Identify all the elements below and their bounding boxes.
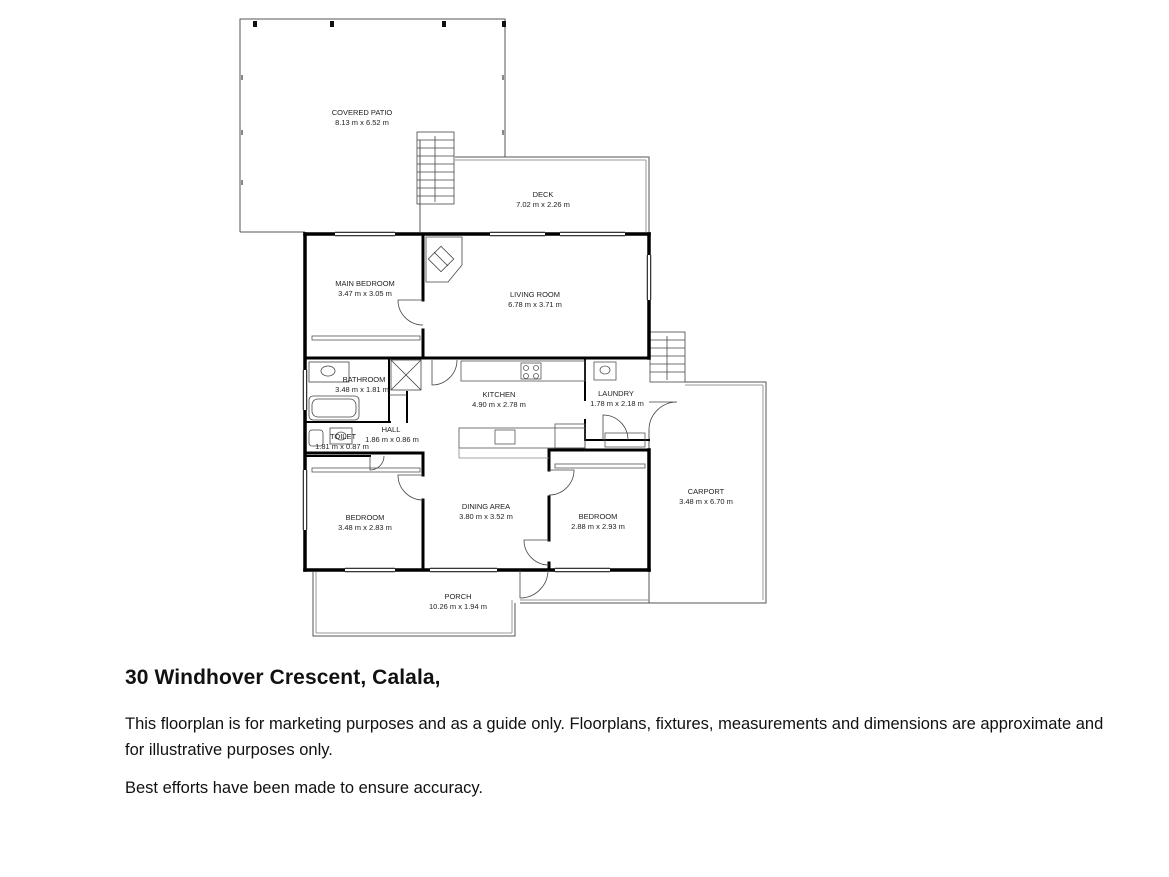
accuracy-note: Best efforts have been made to ensure accuracy. bbox=[125, 779, 484, 797]
covered-patio-label bbox=[332, 108, 393, 127]
porch-label bbox=[429, 592, 487, 611]
svg-text:COVERED PATIO: COVERED PATIO bbox=[331, 108, 393, 117]
fireplace bbox=[426, 237, 462, 282]
main-bedroom-label bbox=[335, 279, 395, 298]
svg-text:1.86 m x 0.86 m: 1.86 m x 0.86 m bbox=[365, 435, 419, 444]
svg-text:3.48 m x 1.81 m: 3.48 m x 1.81 m bbox=[335, 385, 389, 394]
svg-text:8.13 m x 6.52 m: 8.13 m x 6.52 m bbox=[335, 118, 389, 127]
svg-text:LAUNDRY: LAUNDRY bbox=[598, 389, 634, 398]
svg-text:LIVING ROOM: LIVING ROOM bbox=[509, 290, 561, 299]
svg-text:BEDROOM: BEDROOM bbox=[345, 513, 385, 522]
svg-text:3.47 m x 3.05 m: 3.47 m x 3.05 m bbox=[338, 289, 392, 298]
laundry-label bbox=[590, 389, 644, 408]
deck-stairs bbox=[417, 132, 454, 204]
svg-text:1.78 m x 2.18 m: 1.78 m x 2.18 m bbox=[590, 399, 644, 408]
svg-text:MAIN BEDROOM: MAIN BEDROOM bbox=[335, 279, 395, 288]
svg-text:BEDROOM: BEDROOM bbox=[578, 512, 618, 521]
dining-area-label bbox=[459, 502, 513, 521]
svg-text:BATHROOM: BATHROOM bbox=[342, 375, 386, 384]
carport-stairs bbox=[650, 332, 685, 382]
living-room-label bbox=[508, 290, 562, 309]
svg-text:CARPORT: CARPORT bbox=[687, 487, 725, 496]
svg-text:3.48 m x 6.70 m: 3.48 m x 6.70 m bbox=[679, 497, 733, 506]
svg-text:DINING AREA: DINING AREA bbox=[461, 502, 511, 511]
bathroom-fixtures bbox=[309, 360, 421, 446]
kitchen-fixtures bbox=[459, 361, 645, 458]
svg-text:10.26 m x 1.94 m: 10.26 m x 1.94 m bbox=[429, 602, 487, 611]
svg-text:PORCH: PORCH bbox=[444, 592, 472, 601]
svg-text:2.88 m x 2.93 m: 2.88 m x 2.93 m bbox=[571, 522, 625, 531]
deck-label bbox=[516, 190, 570, 209]
kitchen-label bbox=[472, 390, 526, 409]
property-address: 30 Windhover Crescent, Calala, bbox=[125, 666, 441, 689]
bedroom-left-label bbox=[338, 513, 392, 532]
bathroom-label bbox=[335, 375, 389, 394]
svg-text:3.48 m x 2.83 m: 3.48 m x 2.83 m bbox=[338, 523, 392, 532]
svg-text:6.78 m x 3.71 m: 6.78 m x 3.71 m bbox=[508, 300, 562, 309]
svg-text:TOILET: TOILET bbox=[329, 432, 357, 441]
hall-label bbox=[365, 425, 419, 444]
carport-label bbox=[679, 487, 733, 506]
svg-text:3.80 m x 3.52 m: 3.80 m x 3.52 m bbox=[459, 512, 513, 521]
svg-text:1.81 m x 0.87 m: 1.81 m x 0.87 m bbox=[315, 442, 369, 451]
svg-text:7.02 m x 2.26 m: 7.02 m x 2.26 m bbox=[516, 200, 570, 209]
svg-text:KITCHEN: KITCHEN bbox=[482, 390, 516, 399]
bedroom-right-label bbox=[571, 512, 625, 531]
svg-text:DECK: DECK bbox=[532, 190, 554, 199]
svg-text:HALL: HALL bbox=[381, 425, 401, 434]
disclaimer-text: This floorplan is for marketing purposes and as a guide only. Floorplans, fixtures, measurements and dimensions are approximate and for illustrative purposes only. bbox=[125, 715, 1104, 759]
svg-text:4.90 m x 2.78 m: 4.90 m x 2.78 m bbox=[472, 400, 526, 409]
